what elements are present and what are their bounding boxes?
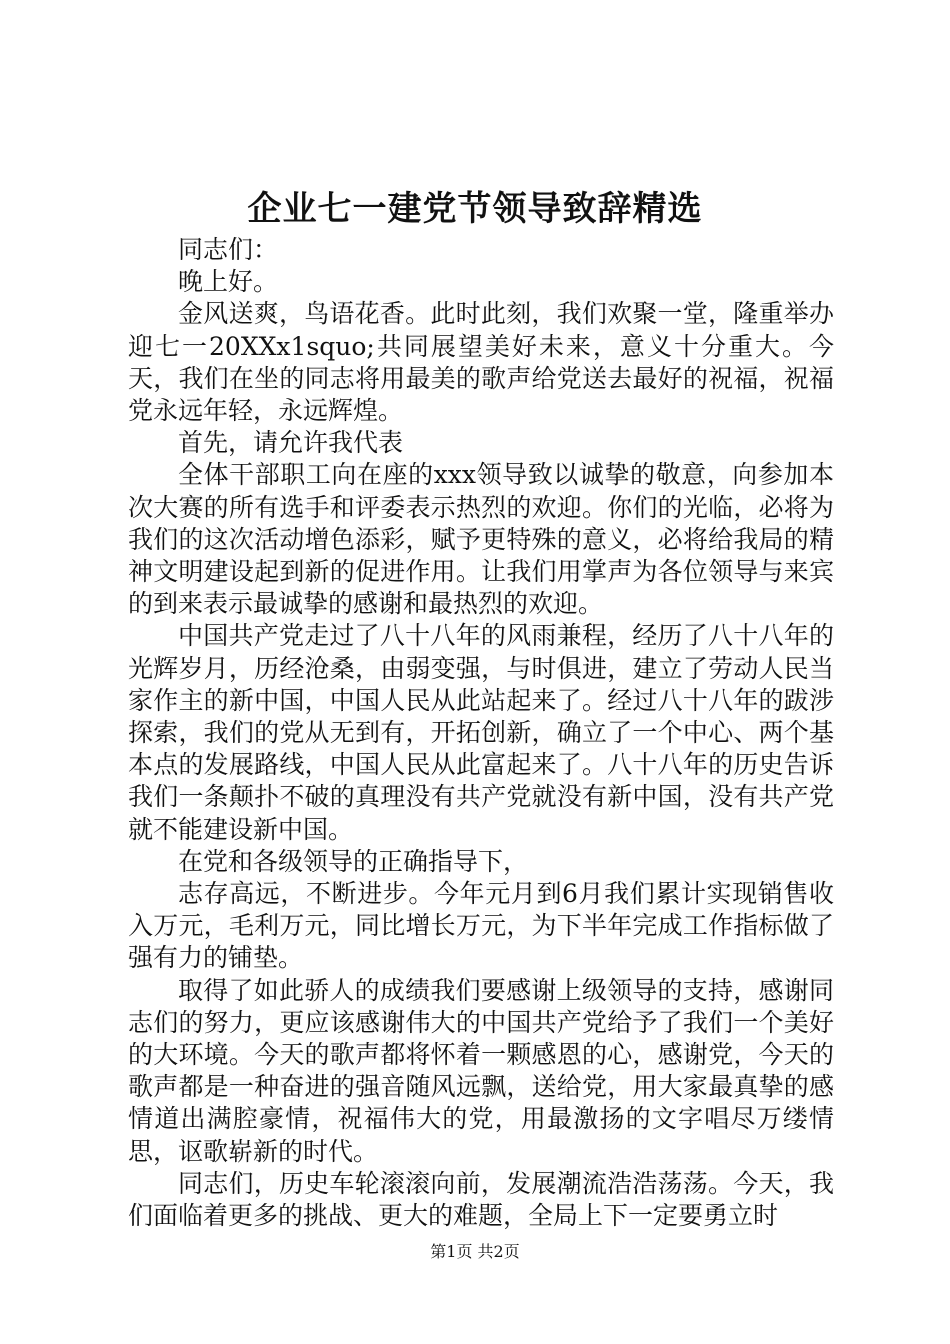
document-body (128, 234, 834, 1232)
paragraph-thanks: 取得了如此骄人的成绩我们要感谢上级领导的支持，感谢同志们的努力，更应该感谢伟大的中国共产党给予了我们一个美好的大环境。今天的歌声都将怀着一颗感恩的心，感谢党，今天的歌声都是一种奋进的强音随风远飘，送给党，用大家最真挚的感情道出满腔豪情，祝福伟大的党，用最激扬的文字唱尽万缕情思，讴歌崭新的时代。 (128, 975, 834, 1166)
paragraph-welcome: 全体干部职工向在座的xxx领导致以诚挚的敬意，向参加本次大赛的所有选手和评委表示热烈的欢迎。你们的光临，必将为我们的这次活动增色添彩，赋予更特殊的意义，必将给我局的精神文明建设起到新的促进作用。让我们用掌声为各位领导与来宾的到来表示最诚挚的感谢和最热烈的欢迎。 (128, 460, 834, 619)
paragraph-guidance: 在党和各级领导的正确指导下， (178, 846, 529, 876)
paragraph-opening: 金风送爽，鸟语花香。此时此刻，我们欢聚一堂，隆重举办迎七一20XXx1squo;共同展望美好未来，意义十分重大。今天，我们在坐的同志将用最美的歌声给党送去最好的祝福，祝福党永远年轻，永远辉煌。 (128, 299, 834, 426)
paragraph-history: 中国共产党走过了八十八年的风雨兼程，经历了八十八年的光辉岁月，历经沧桑，由弱变强，与时俱进，建立了劳动人民当家作主的新中国，中国人民从此站起来了。经过八十八年的跋涉探索，我们的党从无到有，开拓创新，确立了一个中心、两个基本点的发展路线，中国人民从此富起来了。八十八年的历史告诉我们一条颠扑不破的真理没有共产党就没有新中国，没有共产党就不能建设新中国。 (128, 621, 834, 844)
paragraph-evening: 晚上好。 (178, 267, 279, 297)
page-footer: 第1页 共2页 (430, 1242, 520, 1261)
paragraph-closing: 同志们，历史车轮滚滚向前，发展潮流浩浩荡荡。今天，我们面临着更多的挑战、更大的难题，全局上下一定要勇立时 (128, 1168, 834, 1231)
paragraph-results: 志存高远，不断进步。今年元月到6月我们累计实现销售收入万元，毛利万元，同比增长万元，为下半年完成工作指标做了强有力的铺垫。 (128, 879, 834, 973)
paragraph-greeting: 同志们： (178, 235, 279, 264)
document-title: 企业七一建党节领导致辞精选 (247, 189, 703, 229)
paragraph-permission: 首先，请允许我代表 (178, 428, 404, 458)
